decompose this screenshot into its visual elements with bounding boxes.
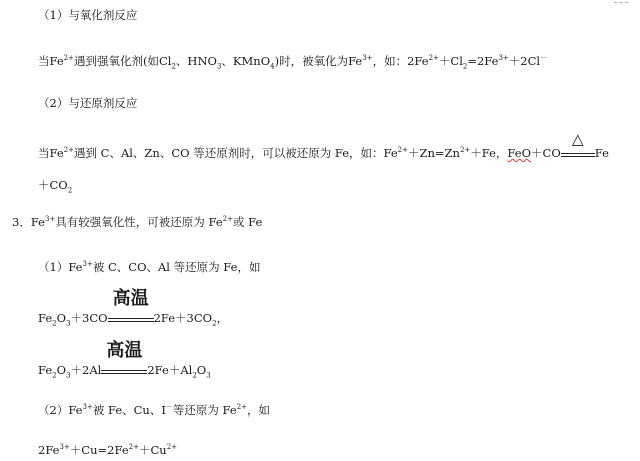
spellcheck-text: FeO bbox=[507, 146, 532, 160]
text: ＋CO bbox=[38, 178, 68, 192]
superscript: 2+ bbox=[166, 443, 178, 452]
high-temperature-condition bbox=[101, 340, 147, 374]
text: Fe bbox=[38, 363, 53, 377]
text: ＋CO bbox=[531, 146, 561, 160]
delta-symbol: △ bbox=[571, 130, 584, 148]
text: 3．Fe bbox=[12, 215, 45, 229]
double-equals-sign bbox=[101, 370, 147, 374]
text: Fe bbox=[594, 146, 609, 160]
text: ＋2Cl bbox=[508, 54, 541, 68]
text: ＋Zn=Zn bbox=[408, 146, 460, 160]
superscript: 3+ bbox=[498, 54, 509, 63]
superscript: 2+ bbox=[63, 146, 74, 155]
text: ＋Cl bbox=[438, 54, 463, 68]
superscript: 2+ bbox=[397, 146, 408, 155]
text: Fe bbox=[38, 311, 53, 325]
heating-condition bbox=[561, 130, 595, 157]
text: ，如：2Fe bbox=[372, 54, 429, 68]
superscript: 3+ bbox=[362, 54, 373, 63]
double-equals-sign bbox=[108, 318, 154, 322]
text: 当Fe bbox=[38, 54, 64, 68]
text: 2Fe bbox=[38, 443, 60, 457]
text: 、HNO bbox=[175, 54, 217, 68]
superscript: 2+ bbox=[428, 54, 439, 63]
condition-label: 高温 bbox=[112, 288, 149, 309]
equation-cu-reduction bbox=[38, 443, 177, 457]
text: ＋3CO bbox=[70, 311, 108, 325]
text: ，如 bbox=[247, 403, 271, 417]
superscript: 2+ bbox=[459, 146, 471, 155]
high-temperature-condition bbox=[108, 288, 154, 322]
heading-oxidant-reaction bbox=[38, 8, 137, 22]
subscript: 3 bbox=[66, 319, 71, 328]
text: 等还原为 Fe bbox=[172, 403, 237, 417]
text: O bbox=[56, 311, 67, 325]
text: （1）Fe bbox=[38, 260, 83, 274]
text: 当Fe bbox=[38, 146, 64, 160]
superscript: 2+ bbox=[63, 54, 74, 63]
text: =2Fe bbox=[467, 54, 499, 68]
section-3-title bbox=[12, 215, 262, 229]
superscript: 3+ bbox=[44, 215, 56, 224]
subscript: 3 bbox=[216, 62, 222, 71]
text: )时，被氧化为Fe bbox=[274, 54, 363, 68]
text: 、KMnO bbox=[221, 54, 271, 68]
subscript: 4 bbox=[270, 62, 275, 71]
text: ＋Cu=2Fe bbox=[69, 443, 129, 457]
subscript: 2 bbox=[67, 186, 73, 195]
superscript: － bbox=[165, 403, 173, 412]
equation-al-reduction bbox=[38, 340, 211, 380]
text: O bbox=[56, 363, 67, 377]
double-equals-sign bbox=[561, 153, 595, 157]
subheading-reduction-to-fe2 bbox=[38, 403, 270, 417]
paragraph-reduction bbox=[38, 130, 609, 160]
subscript: 3 bbox=[206, 371, 211, 380]
superscript: 2+ bbox=[128, 443, 139, 452]
text: ＋Fe， bbox=[470, 146, 508, 160]
paragraph-oxidation bbox=[38, 54, 548, 71]
text: 被 Fe、Cu、I bbox=[92, 403, 166, 417]
text: 2Fe＋3CO bbox=[153, 311, 213, 325]
subscript: 2 bbox=[52, 371, 57, 380]
superscript: 3+ bbox=[59, 443, 70, 452]
text: 遇到强氧化剂(如Cl bbox=[73, 54, 172, 68]
paragraph-reduction-cont bbox=[38, 178, 73, 195]
heading-reductant-reaction bbox=[38, 96, 137, 110]
text: ， bbox=[216, 311, 229, 325]
superscript: － bbox=[540, 54, 548, 63]
subscript: 2 bbox=[52, 319, 57, 328]
text: （2）Fe bbox=[38, 403, 83, 417]
text: O bbox=[196, 363, 207, 377]
text: 遇到 C、Al、Zn、CO 等还原剂时，可以被还原为 Fe，如：Fe bbox=[73, 146, 398, 160]
superscript: 3+ bbox=[82, 260, 93, 269]
subscript: 2 bbox=[212, 319, 217, 328]
superscript: 3+ bbox=[82, 403, 93, 412]
subheading-reduction-to-fe bbox=[38, 260, 260, 274]
subscript: 2 bbox=[192, 371, 197, 380]
subscript: 2 bbox=[462, 62, 468, 71]
text: 被 C、CO、Al 等还原为 Fe，如 bbox=[92, 260, 261, 274]
subscript: 3 bbox=[66, 371, 71, 380]
equation-co-reduction bbox=[38, 288, 229, 328]
subscript: 2 bbox=[171, 62, 176, 71]
heading-text: （2）与还原剂反应 bbox=[38, 96, 138, 110]
text: ＋2Al bbox=[70, 363, 102, 377]
superscript: 2+ bbox=[236, 403, 248, 412]
condition-label: 高温 bbox=[106, 340, 143, 361]
page-corner-mark bbox=[614, 2, 628, 7]
text: 2Fe＋Al bbox=[147, 363, 193, 377]
text: 具有较强氧化性，可被还原为 Fe bbox=[55, 215, 223, 229]
text: 或 Fe bbox=[232, 215, 263, 229]
heading-text: （1）与氧化剂反应 bbox=[38, 8, 138, 22]
superscript: 2+ bbox=[222, 215, 233, 224]
text: ＋Cu bbox=[138, 443, 167, 457]
